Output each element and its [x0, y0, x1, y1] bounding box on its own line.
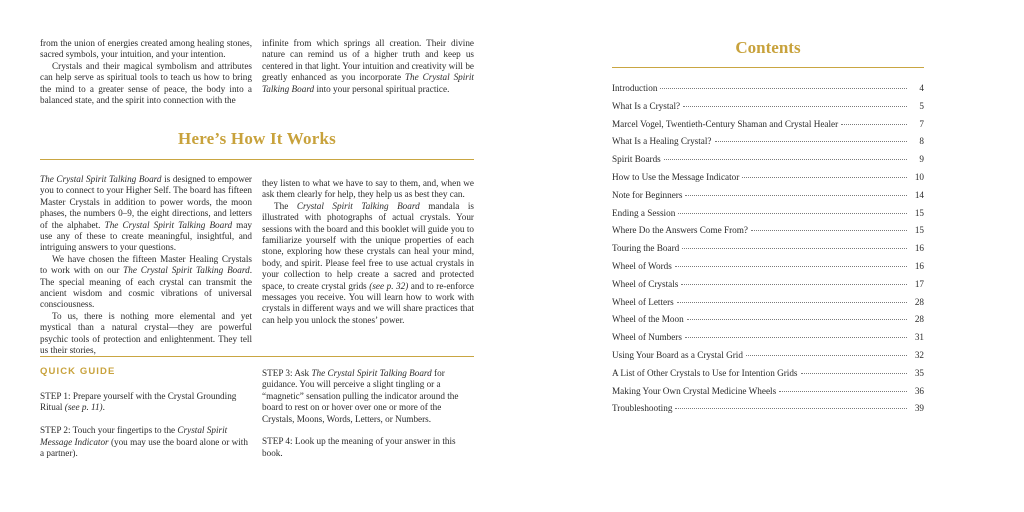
dot-leader — [715, 141, 908, 142]
toc-entry[interactable] — [612, 83, 924, 101]
toc-entry-page: 16 — [914, 260, 924, 271]
toc-entry-title: What Is a Healing Crystal? — [612, 136, 712, 147]
section-divider — [40, 159, 474, 160]
toc-entry-page: 9 — [919, 154, 924, 165]
toc-entry[interactable] — [612, 297, 924, 315]
page-reference: (see p. 11) — [64, 402, 103, 413]
dot-leader — [664, 159, 907, 160]
step-text: for guidance. You will perceive a slight tingling or a “magnetic” sensation pulling the indicator around the board to rest on or hover over one or more of the Crystals, Moons, Words, Letters, or Numbers. — [262, 368, 459, 424]
toc-entry-title: Wheel of Letters — [612, 296, 674, 307]
book-title: The Crystal Spirit Talking Board — [123, 265, 250, 276]
dot-leader — [675, 408, 907, 409]
toc-entry-title: Wheel of Words — [612, 260, 672, 271]
toc-entry-page: 32 — [914, 349, 924, 360]
contents-divider — [612, 67, 924, 68]
toc-entry[interactable] — [612, 136, 924, 154]
toc-entry[interactable] — [612, 208, 924, 226]
intro-left-column — [40, 38, 252, 106]
toc-entry[interactable] — [612, 243, 924, 261]
intro-paragraph-2: Crystals and their magical symbolism and attributes can help serve as spiritual tools to teach us how to bring the mind to a greater sense of peace, the body into a balanced state, and the spirit into connection with the — [40, 60, 252, 106]
how-paragraph-3: To us, there is nothing more elemental and yet mystical than a natural crystal—they are powerful psychic tools of protection and enlightenment. They tell us their stories, — [40, 310, 252, 356]
toc-entry-title: Touring the Board — [612, 243, 680, 254]
how-paragraph-4: they listen to what we have to say to them, and, when we ask them clearly for help, they help us as best they can. — [262, 178, 474, 200]
toc-entry[interactable] — [612, 154, 924, 172]
quick-guide-right-column — [262, 368, 474, 471]
toc-entry-title: What Is a Crystal? — [612, 100, 681, 111]
dot-leader — [677, 302, 907, 303]
dot-leader — [746, 355, 907, 356]
intro-paragraph-3 — [262, 38, 474, 95]
toc-entry-page: 15 — [914, 225, 924, 236]
toc-entry-page: 7 — [919, 118, 924, 129]
toc-entry[interactable] — [612, 190, 924, 208]
dot-leader — [681, 284, 907, 285]
body-text: is designed to empower you to connect to your Higher Self. The board has fifteen Master Crystals in addition to power words, the moon phases, the numbers 0–9, the eight directions, and letters of the alphabet. — [40, 174, 252, 230]
toc-entry-page: 28 — [914, 314, 924, 325]
toc-entry-page: 36 — [914, 385, 924, 396]
toc-entry-page: 31 — [914, 332, 924, 343]
dot-leader — [687, 319, 907, 320]
dot-leader — [685, 337, 907, 338]
toc-entry-title: Where Do the Answers Come From? — [612, 225, 748, 236]
toc-entry-page: 28 — [914, 296, 924, 307]
book-title: Crystal Spirit Message Indicator — [40, 425, 228, 447]
how-it-works-right-column — [262, 178, 474, 326]
toc-entry-title: Using Your Board as a Crystal Grid — [612, 349, 743, 360]
toc-entry-title: A List of Other Crystals to Use for Intention Grids — [612, 367, 798, 378]
quick-guide-left-column — [40, 391, 252, 471]
toc-entry-title: Wheel of Numbers — [612, 332, 682, 343]
quick-step-3 — [262, 368, 474, 425]
dot-leader — [675, 266, 907, 267]
toc-entry-title: Ending a Session — [612, 207, 676, 218]
body-text: . The special meaning of each crystal can transmit the ancient wisdom and cosmic vibrations of universal consciousness. — [40, 265, 252, 310]
dot-leader — [751, 230, 907, 231]
step-text: STEP 2: Touch your fingertips to the — [40, 425, 178, 436]
toc-entry-page: 4 — [919, 83, 924, 93]
toc-entry[interactable] — [612, 261, 924, 279]
how-it-works-left-column — [40, 174, 252, 357]
table-of-contents — [612, 83, 924, 421]
dot-leader — [685, 195, 907, 196]
toc-entry[interactable] — [612, 403, 924, 421]
intro-right-column — [262, 38, 474, 95]
quick-step-4: STEP 4: Look up the meaning of your answer in this book. — [262, 436, 456, 458]
toc-entry-page: 10 — [914, 171, 924, 182]
toc-entry-title: How to Use the Message Indicator — [612, 171, 740, 182]
body-text: We have chosen the fifteen Master Healing Crystals to work with on our — [40, 253, 252, 276]
page-reference: (see p. 32) — [369, 280, 409, 291]
toc-entry[interactable] — [612, 314, 924, 332]
toc-entry-page: 8 — [919, 136, 924, 147]
step-text: . — [102, 402, 105, 413]
how-paragraph-1 — [40, 174, 252, 254]
body-text: and to re-enforce messages you receive. You will learn how to work with crystals in different ways and we will share practices that can help you unlock the stones’ power. — [262, 280, 474, 325]
quick-step-2 — [40, 425, 252, 459]
how-paragraph-5 — [262, 201, 474, 326]
toc-entry-page: 14 — [914, 189, 924, 200]
body-text: mandala is illustrated with photographs of actual crystals. Your sessions with the board and this booklet will guide you to familiarize yourself with the unique properties of each stone, exploring how these crystals can heal your mind, body, and spirit. Please feel free to use actual crystals in your collection to help create a sacred and protected space, to create crystal grids — [262, 200, 474, 291]
body-text: may use any of these to create meaningful, insightful, and intriguing answers to your questions. — [40, 219, 252, 253]
how-paragraph-2 — [40, 254, 252, 311]
toc-entry[interactable] — [612, 101, 924, 119]
dot-leader — [801, 373, 907, 374]
book-title: The Crystal Spirit Talking Board — [40, 174, 162, 184]
toc-entry-title: Wheel of Crystals — [612, 278, 679, 289]
intro-text: into your personal spiritual practice. — [314, 83, 450, 94]
toc-entry-page: 35 — [914, 367, 924, 378]
toc-entry[interactable] — [612, 172, 924, 190]
toc-entry[interactable] — [612, 119, 924, 137]
body-text: The — [274, 200, 297, 211]
step-text: STEP 1: Prepare yourself with the Crystal Grounding Ritual — [40, 391, 237, 413]
toc-entry[interactable] — [612, 386, 924, 404]
dot-leader — [779, 391, 907, 392]
dot-leader — [683, 106, 907, 107]
toc-entry-title: Note for Beginners — [612, 189, 683, 200]
intro-text: infinite from which springs all creation. Their divine nature can remind us of a higher truth and keep us centered in that light. Your intuition and creativity will be greatly enhanced as you incorporate — [262, 38, 474, 83]
toc-entry-title: Marcel Vogel, Twentieth-Century Shaman and Crystal Healer — [612, 118, 839, 129]
toc-entry-page: 5 — [919, 100, 924, 111]
dot-leader — [742, 177, 907, 178]
book-title: The Crystal Spirit Talking Board — [311, 368, 432, 378]
book-title: Crystal Spirit Talking Board — [296, 200, 420, 211]
dot-leader — [841, 124, 907, 125]
toc-entry[interactable] — [612, 368, 924, 386]
contents-title: Contents — [735, 38, 801, 57]
toc-entry-page: 39 — [914, 403, 924, 414]
toc-entry[interactable] — [612, 332, 924, 350]
dot-leader — [660, 88, 907, 89]
toc-entry[interactable] — [612, 350, 924, 368]
book-title: The Crystal Spirit Talking Board — [262, 72, 474, 94]
toc-entry-title: Wheel of the Moon — [612, 314, 684, 325]
dot-leader — [678, 213, 907, 214]
dot-leader — [682, 248, 907, 249]
book-title: The Crystal Spirit Talking Board — [104, 219, 233, 230]
quick-guide-divider — [40, 356, 474, 357]
toc-entry-title: Spirit Boards — [612, 154, 661, 165]
toc-entry-page: 15 — [914, 207, 924, 218]
step-text: (you may use the board alone or with a partner). — [40, 436, 248, 459]
quick-guide-title: QUICK GUIDE — [40, 366, 116, 377]
toc-entry-title: Making Your Own Crystal Medicine Wheels — [612, 385, 777, 396]
toc-entry-title: Troubleshooting — [612, 403, 673, 414]
toc-entry-page: 17 — [914, 278, 924, 289]
toc-entry[interactable] — [612, 225, 924, 243]
intro-paragraph-1: from the union of energies created among healing stones, sacred symbols, your intuition, and your intention. — [40, 38, 252, 60]
toc-entry[interactable] — [612, 279, 924, 297]
step-text: STEP 3: Ask — [262, 368, 312, 378]
quick-step-1 — [40, 391, 252, 414]
section-title-how-it-works: Here’s How It Works — [178, 129, 336, 148]
toc-entry-page: 16 — [914, 243, 924, 254]
toc-entry-title: Introduction — [612, 83, 658, 93]
